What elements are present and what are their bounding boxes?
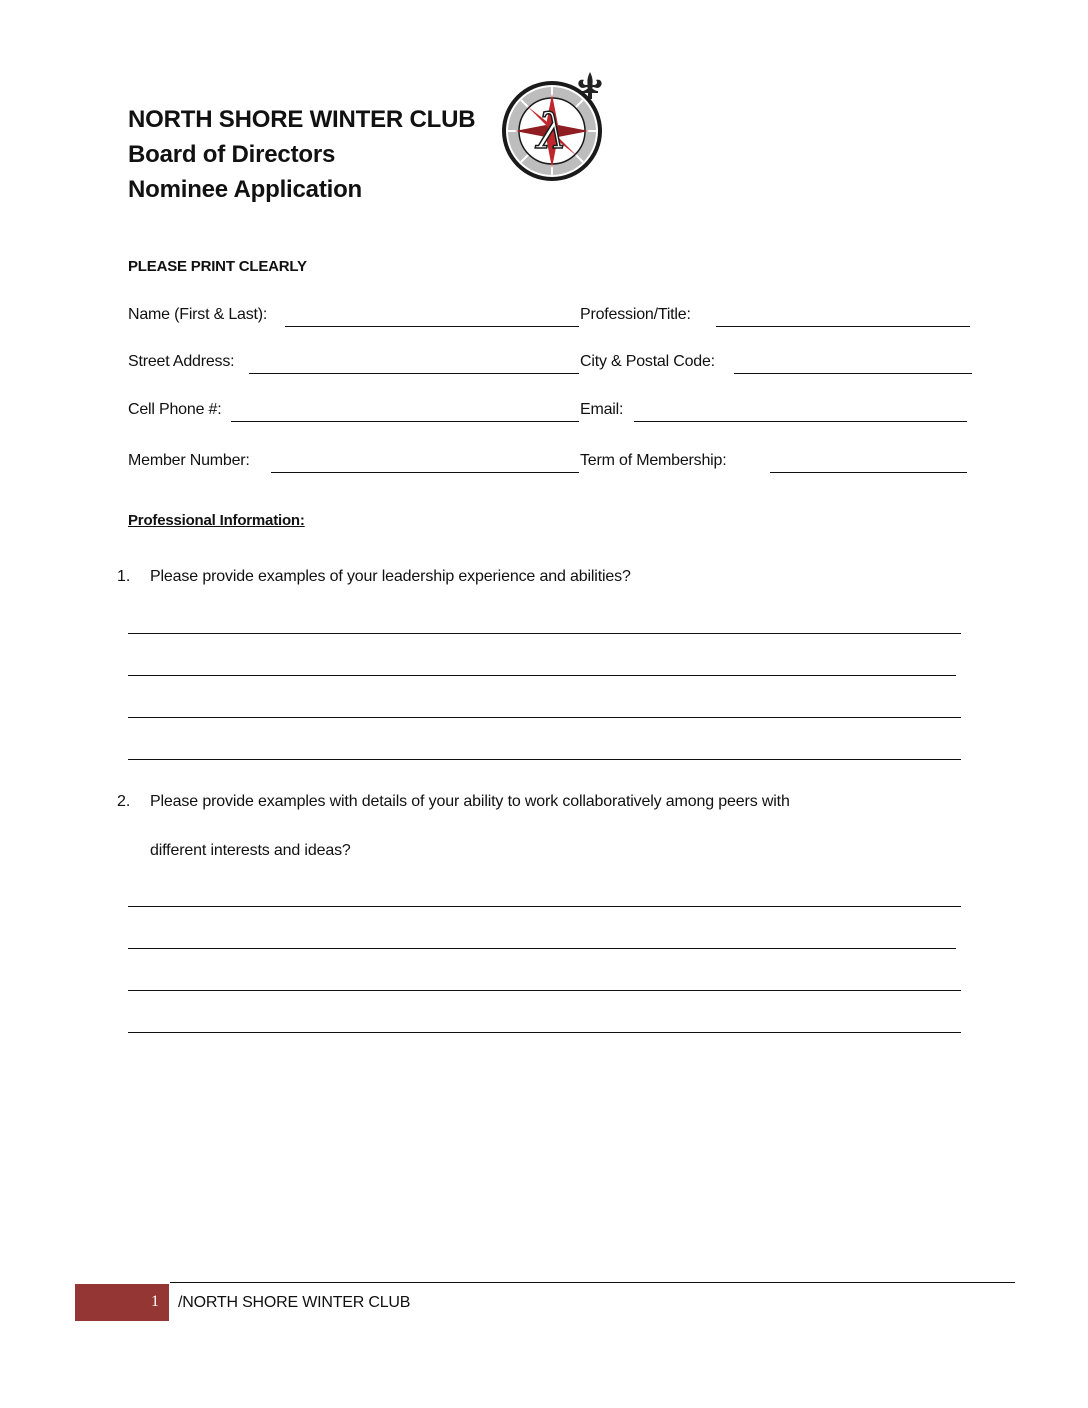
member-number-label: Member Number:	[128, 452, 250, 469]
question-2-text-line2: different interests and ideas?	[150, 842, 351, 859]
club-compass-logo-icon	[498, 64, 614, 190]
city-postal-field[interactable]	[580, 352, 972, 374]
cell-phone-label: Cell Phone #:	[128, 401, 222, 418]
question-1-answer-line[interactable]	[128, 759, 961, 760]
question-2-answer-line[interactable]	[128, 906, 961, 907]
profession-input-line[interactable]	[716, 326, 970, 327]
question-2-answer-line[interactable]	[128, 1032, 961, 1033]
member-number-field[interactable]	[128, 451, 579, 473]
term-membership-input-line[interactable]	[770, 472, 967, 473]
question-2-number: 2.	[117, 793, 131, 810]
email-input-line[interactable]	[634, 421, 967, 422]
email-label: Email:	[580, 401, 624, 418]
profession-field[interactable]	[580, 305, 970, 327]
street-address-field[interactable]	[128, 352, 579, 374]
page-number: 1	[151, 1293, 159, 1310]
title-club-name: NORTH SHORE WINTER CLUB	[128, 106, 476, 133]
question-2-text-line1: Please provide examples with details of your ability to work collaboratively among peers with	[150, 793, 790, 810]
cell-phone-field[interactable]	[128, 400, 579, 422]
question-2-answer-line[interactable]	[128, 990, 961, 991]
footer-page-block	[75, 1284, 169, 1321]
question-1-text: Please provide examples of your leadership experience and abilities?	[150, 568, 631, 585]
title-application: Nominee Application	[128, 176, 362, 203]
footer-club-name: /NORTH SHORE WINTER CLUB	[178, 1294, 411, 1311]
footer-rule	[170, 1282, 1015, 1283]
professional-information-heading: Professional Information:	[128, 512, 305, 529]
term-membership-label: Term of Membership:	[580, 452, 727, 469]
name-field[interactable]	[128, 305, 579, 327]
street-address-label: Street Address:	[128, 353, 235, 370]
question-1-answer-line[interactable]	[128, 633, 961, 634]
question-1-answer-line[interactable]	[128, 717, 961, 718]
question-2-answer-line[interactable]	[128, 948, 956, 949]
logo-glyph: λ	[536, 104, 568, 160]
question-1-answer-line[interactable]	[128, 675, 956, 676]
street-address-input-line[interactable]	[249, 373, 579, 374]
term-membership-field[interactable]	[580, 451, 967, 473]
name-label: Name (First & Last):	[128, 306, 268, 323]
cell-phone-input-line[interactable]	[231, 421, 579, 422]
city-postal-label: City & Postal Code:	[580, 353, 715, 370]
member-number-input-line[interactable]	[271, 472, 579, 473]
question-1-number: 1.	[117, 568, 131, 585]
name-input-line[interactable]	[285, 326, 579, 327]
profession-label: Profession/Title:	[580, 306, 691, 323]
print-clearly-instruction: PLEASE PRINT CLEARLY	[128, 258, 307, 275]
title-board: Board of Directors	[128, 141, 336, 168]
email-field[interactable]	[580, 400, 967, 422]
city-postal-input-line[interactable]	[734, 373, 972, 374]
